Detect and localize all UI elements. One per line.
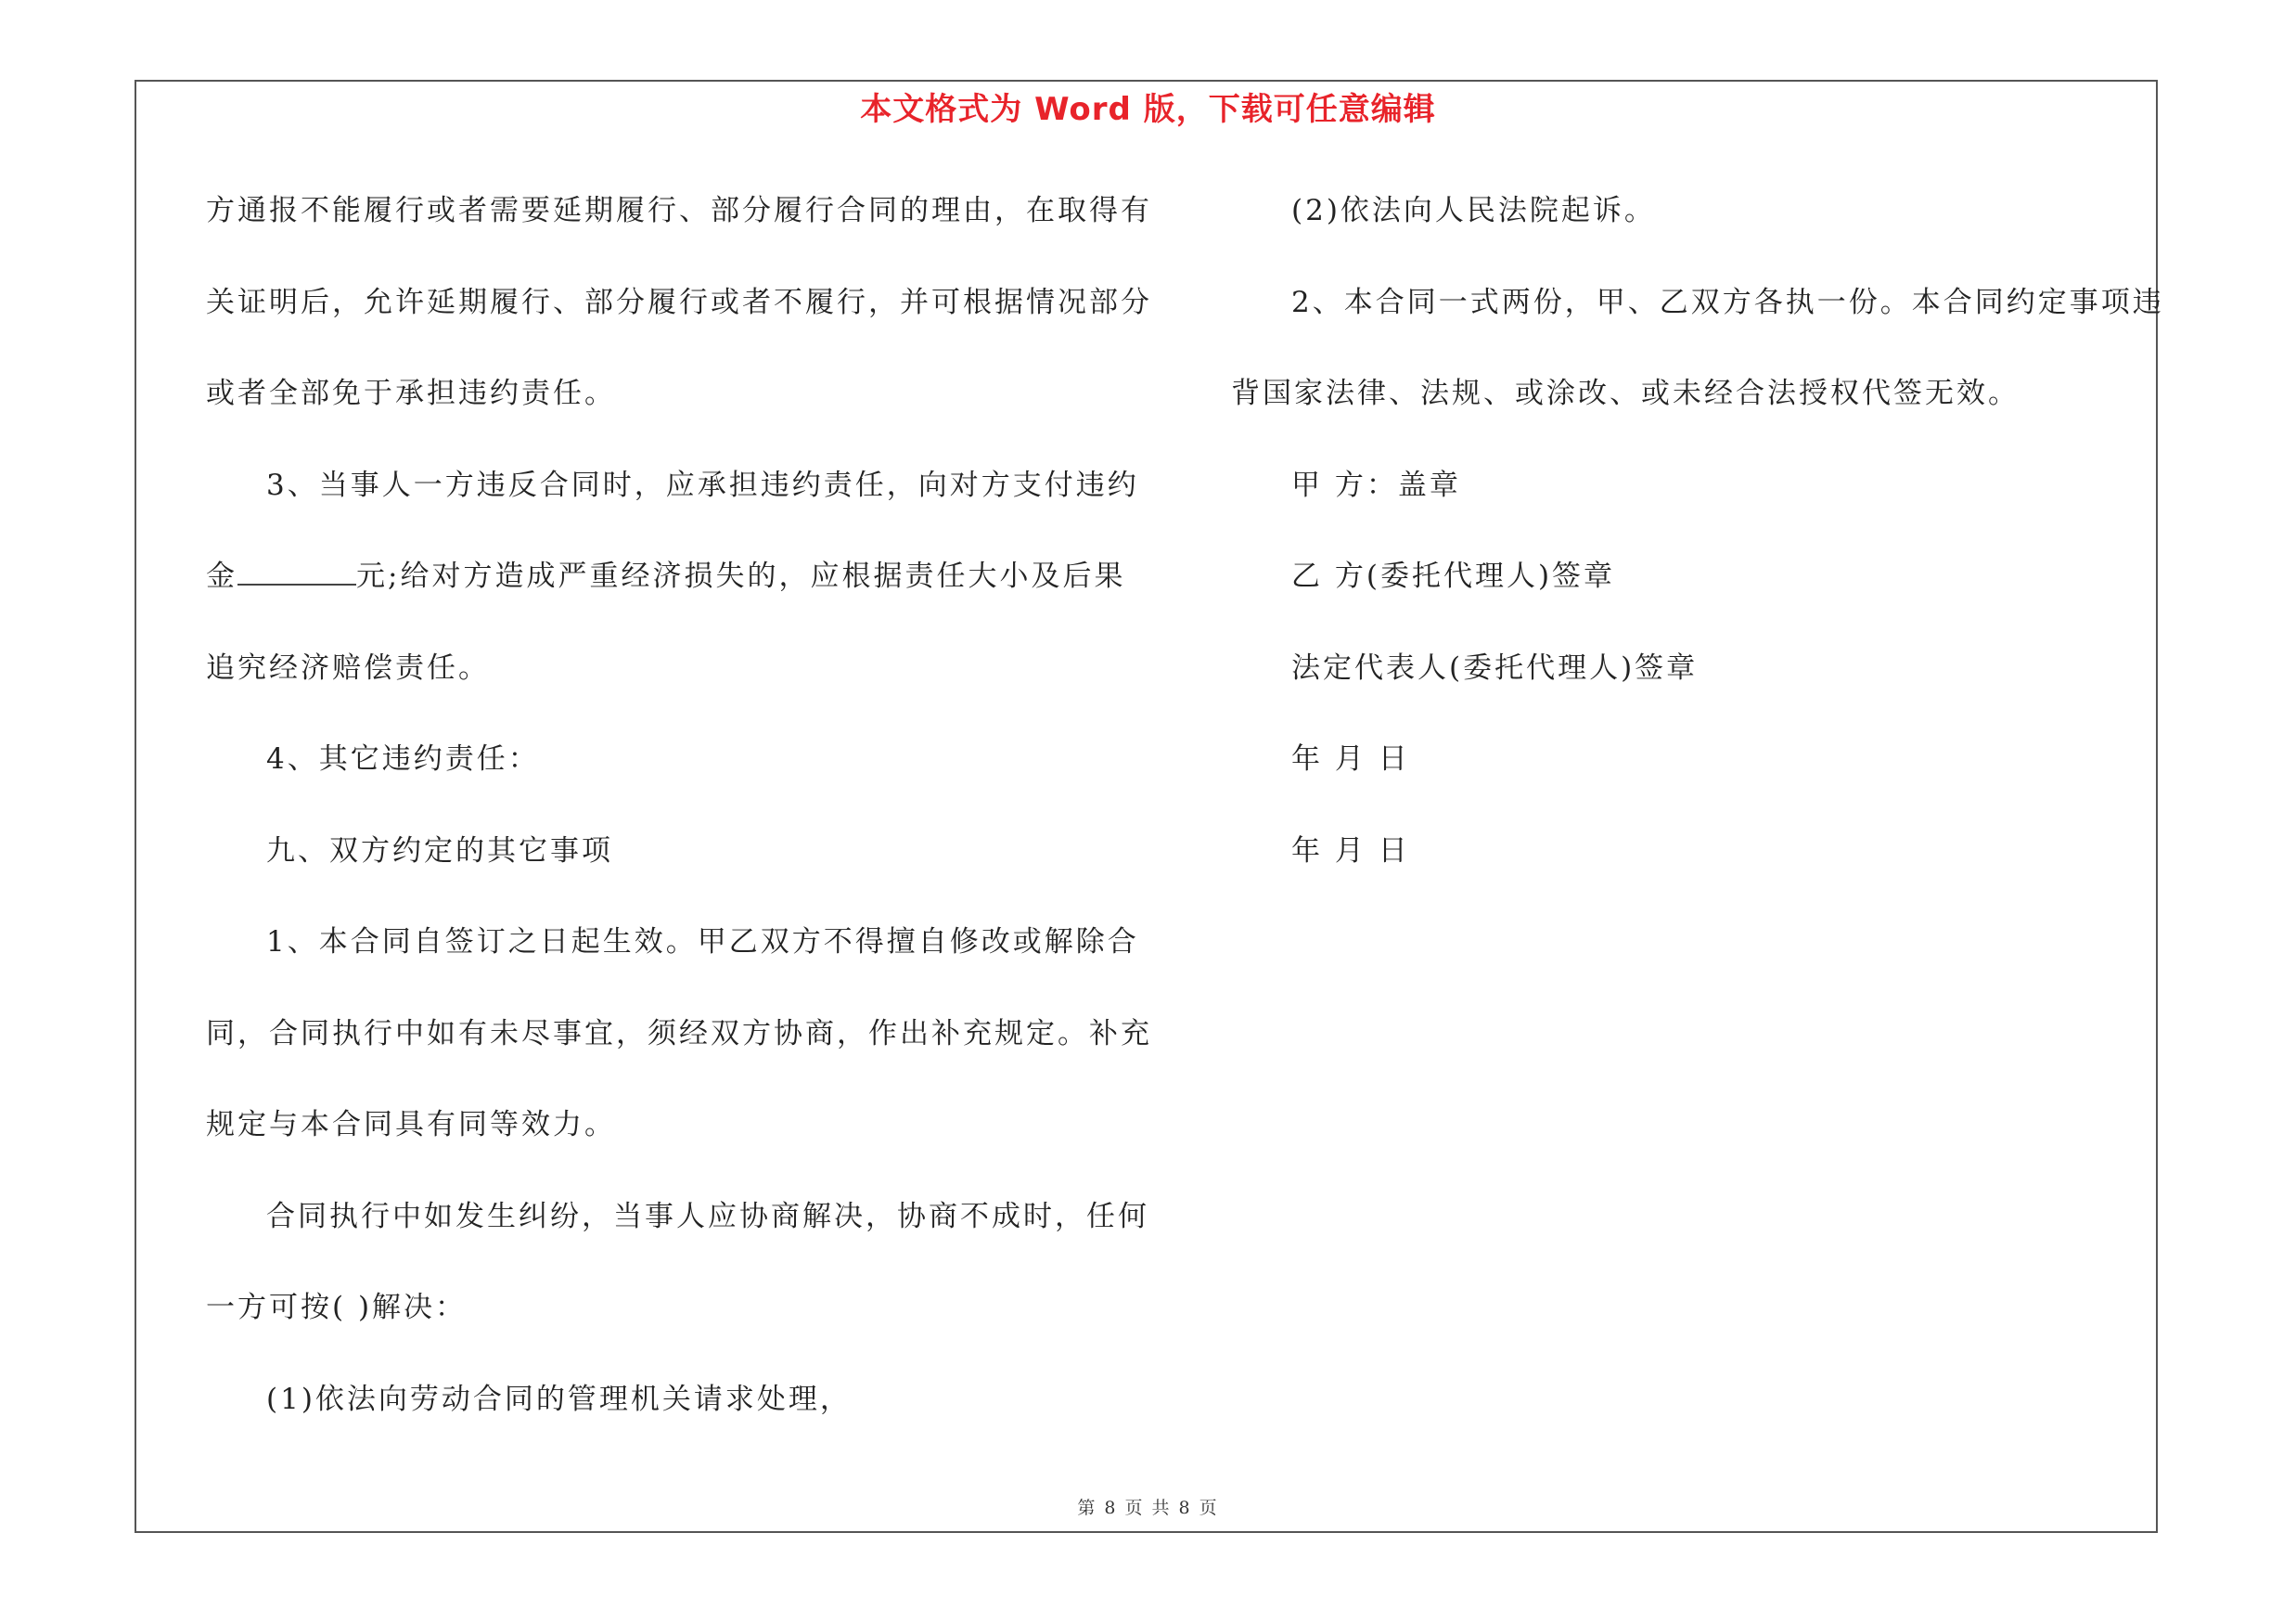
party-b-signature-line: 乙 方(委托代理人)签章 [1291, 560, 1616, 593]
clause-4-line: 4、其它违约责任： [266, 742, 540, 776]
clause-2-line: 2、本合同一式两份，甲、乙双方各执一份。本合同约定事项违 [1291, 285, 2164, 319]
date-line: 年 月 日 [1291, 742, 1410, 776]
paragraph-line: 追究经济赔偿责任。 [206, 650, 490, 685]
clause-1-line: 1、本合同自签订之日起生效。甲乙双方不得擅自修改或解除合 [266, 925, 1139, 959]
page-number-footer: 第 8 页 共 8 页 [1077, 1498, 1219, 1518]
dispute-clause-line: 合同执行中如发生纠纷，当事人应协商解决，协商不成时，任何 [266, 1199, 1149, 1233]
penalty-amount-line [206, 544, 1124, 636]
editable-notice-banner: 本文格式为 Word 版，下载可任意编辑 [860, 91, 1436, 128]
legal-representative-line: 法定代表人(委托代理人)签章 [1291, 650, 1699, 685]
option-1-line: (1)依法向劳动合同的管理机关请求处理， [266, 1382, 852, 1416]
amount-blank-field [237, 552, 356, 586]
party-a-signature-line: 甲 方：盖章 [1291, 468, 1461, 502]
section-heading-9: 九、双方约定的其它事项 [266, 833, 613, 868]
paragraph-line: 背国家法律、法规、或涂改、或未经合法授权代签无效。 [1231, 377, 2020, 410]
right-text-column [1231, 178, 2164, 909]
paragraph-line: 方通报不能履行或者需要延期履行、部分履行合同的理由，在取得有 [206, 194, 1152, 227]
amount-prefix: 金 [206, 560, 237, 593]
paragraph-line: 规定与本合同具有同等效力。 [206, 1108, 616, 1141]
paragraph-line: 同，合同执行中如有未尽事宜，须经双方协商，作出补充规定。补充 [206, 1016, 1152, 1050]
date-line: 年 月 日 [1291, 833, 1410, 868]
left-text-column [206, 178, 1152, 1458]
amount-suffix: 元;给对方造成严重经济损失的，应根据责任大小及后果 [356, 560, 1126, 593]
paragraph-line: 关证明后，允许延期履行、部分履行或者不履行，并可根据情况部分 [206, 285, 1152, 319]
clause-3-line: 3、当事人一方违反合同时，应承担违约责任，向对方支付违约 [266, 468, 1139, 502]
paragraph-line: 一方可按( )解决： [206, 1291, 468, 1324]
option-2-line: (2)依法向人民法院起诉。 [1291, 194, 1656, 227]
paragraph-line: 或者全部免于承担违约责任。 [206, 377, 616, 410]
